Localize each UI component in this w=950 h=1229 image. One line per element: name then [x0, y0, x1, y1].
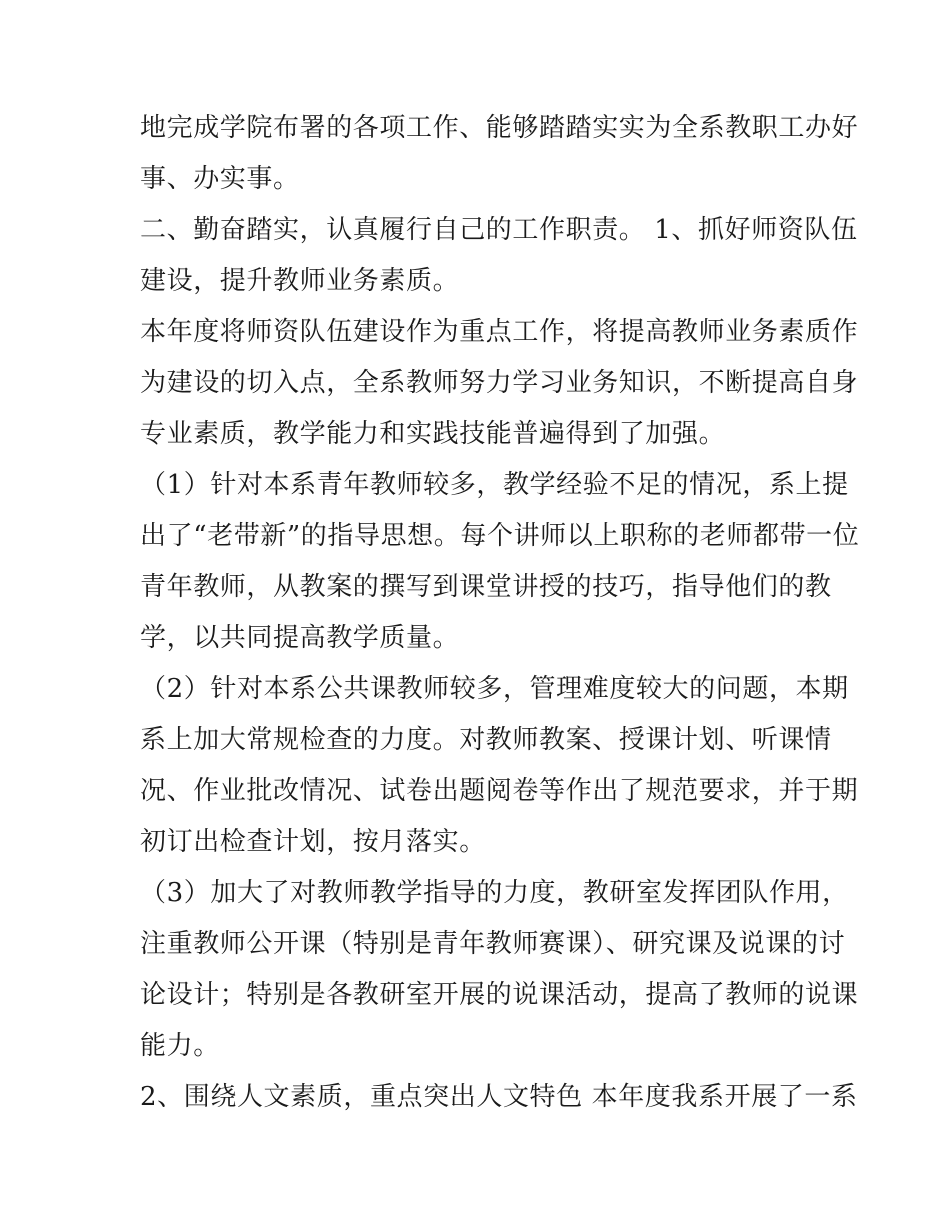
text-line: （1）针对本系青年教师较多，教学经验不足的情况，系上提 [140, 470, 849, 500]
text-line: 学，以共同提高教学质量。 [140, 623, 460, 653]
text-line: 建设，提升教师业务素质。 [140, 266, 460, 296]
text-line: 为建设的切入点，全系教师努力学习业务知识，不断提高自身 [140, 368, 859, 398]
text-line: 论设计；特别是各教研室开展的说课活动，提高了教师的说课 [140, 980, 859, 1010]
text-line: 注重教师公开课（特别是青年教师赛课）、研究课及说课的讨 [140, 929, 846, 959]
text-line: 系上加大常规检查的力度。对教师教案、授课计划、听课情 [140, 725, 832, 755]
text-line: （3）加大了对教师教学指导的力度，教研室发挥团队作用， [140, 878, 849, 908]
text-line: 况、作业批改情况、试卷出题阅卷等作出了规范要求，并于期 [140, 776, 859, 806]
text-line: 能力。 [140, 1031, 220, 1061]
text-line: 初订出检查计划，按月落实。 [140, 827, 486, 857]
text-line: 事、办实事。 [140, 164, 300, 194]
text-line: 地完成学院布署的各项工作、能够踏踏实实为全系教职工办好 [140, 113, 859, 143]
text-line: 2、围绕人文素质，重点突出人文特色 本年度我系开展了一系 [140, 1082, 858, 1112]
text-line: 青年教师，从教案的撰写到课堂讲授的技巧，指导他们的教 [140, 572, 832, 602]
text-line: 专业素质，教学能力和实践技能普遍得到了加强。 [140, 419, 726, 449]
text-line: 出了“老带新”的指导思想。每个讲师以上职称的老师都带一位 [140, 521, 860, 551]
text-line: 本年度将师资队伍建设作为重点工作，将提高教师业务素质作 [140, 317, 859, 347]
document-body [140, 103, 860, 1123]
text-line: （2）针对本系公共课教师较多，管理难度较大的问题，本期 [140, 674, 849, 704]
text-line: 二、勤奋踏实，认真履行自己的工作职责。 1、抓好师资队伍 [140, 215, 858, 245]
